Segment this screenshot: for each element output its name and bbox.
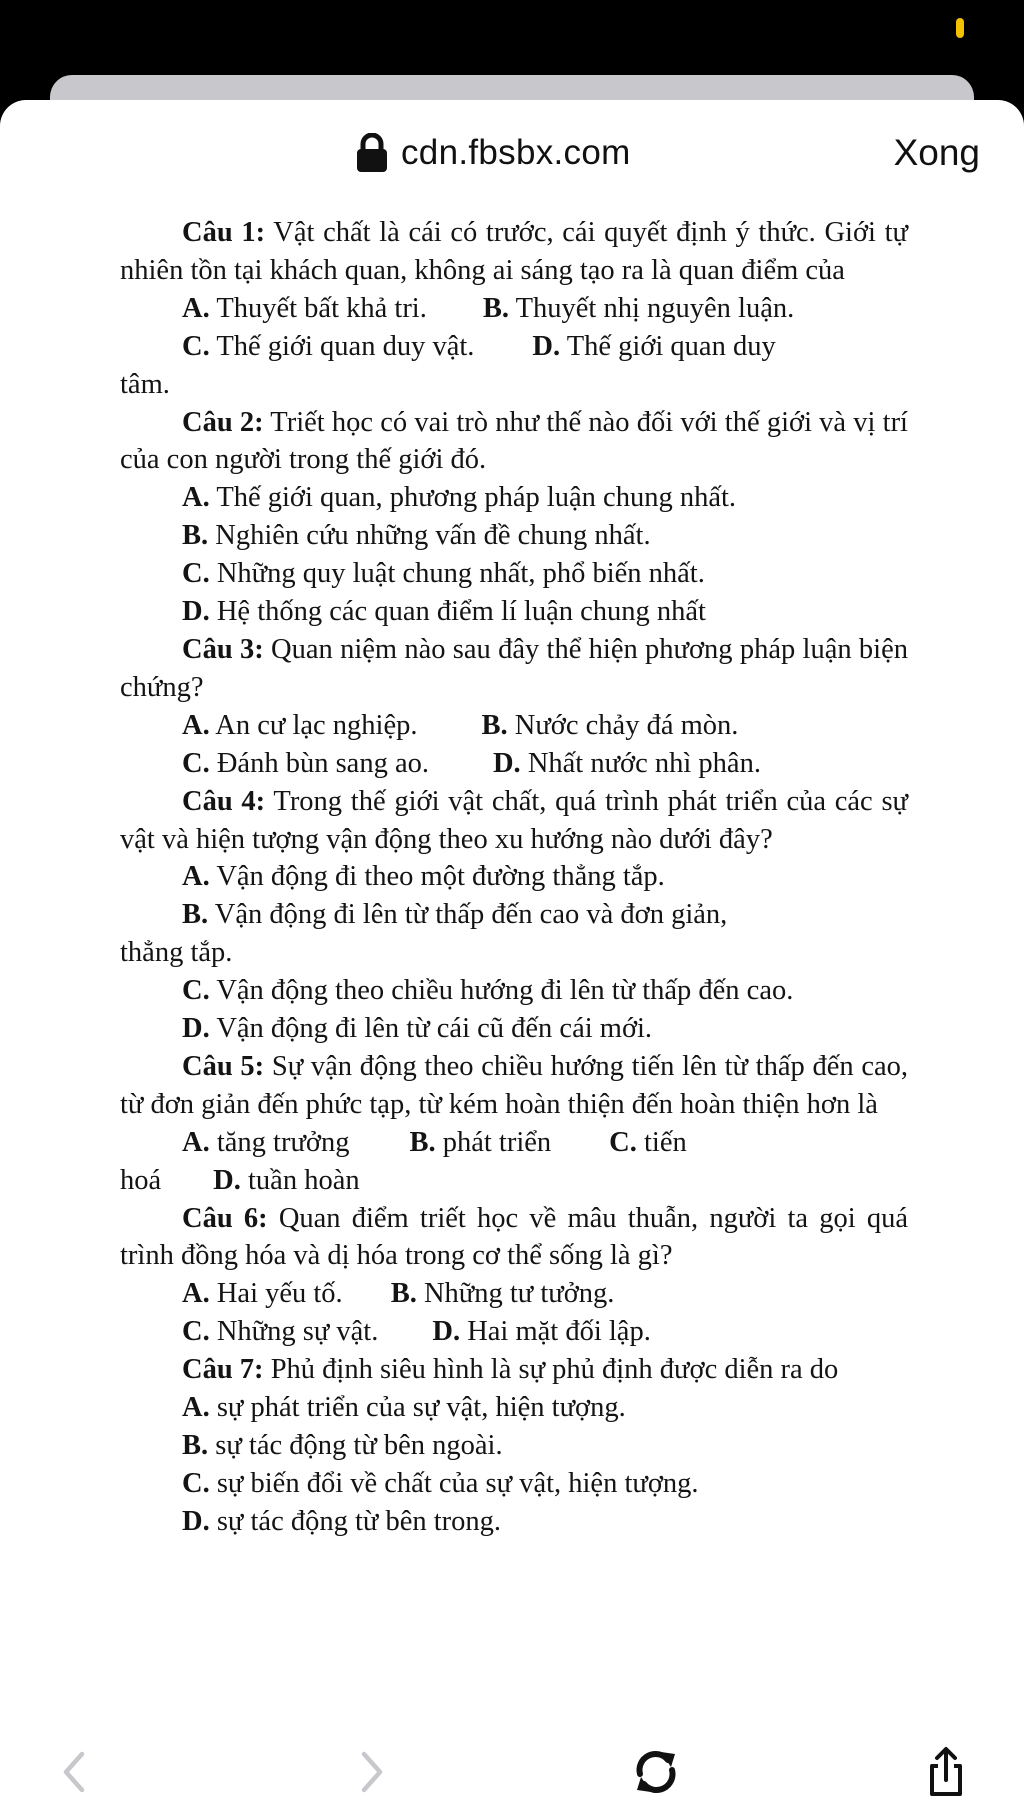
question-6-options-cd: C. Những sự vật. D. Hai mặt đối lập. — [182, 1316, 651, 1348]
question-4-option-b: B. Vận động đi lên từ thấp đến cao và đơn giản, — [182, 899, 728, 931]
question-1-options-cd: C. Thế giới quan duy vật. D. Thế giới quan duy — [182, 330, 776, 362]
question-4-option-c: C. Vận động theo chiều hướng đi lên từ thấp đến cao. — [182, 975, 794, 1007]
chevron-right-icon — [342, 1744, 398, 1800]
question-7-option-a: A. sự phát triển của sự vật, hiện tượng. — [182, 1392, 626, 1424]
question-7-option-c: C. sự biến đổi về chất của sự vật, hiện tượng. — [182, 1467, 699, 1499]
question-5-options-cd-continued: hoá D. tuần hoàn — [120, 1164, 360, 1196]
reload-button[interactable] — [628, 1744, 684, 1800]
chevron-left-icon — [48, 1744, 104, 1800]
back-button[interactable] — [48, 1744, 104, 1800]
question-4: Câu 4: Trong thế giới vật chất, quá trình phát triển của các sự vật và hiện tượng vận động theo xu hướng nào dưới đây? — [120, 785, 908, 855]
question-3-options-ab: A. An cư lạc nghiệp. B. Nước chảy đá mòn. — [182, 709, 739, 741]
lock-icon — [355, 133, 389, 173]
question-6-options-ab: A. Hai yếu tố. B. Những tư tưởng. — [182, 1278, 615, 1310]
question-2-option-b: B. Nghiên cứu những vấn đề chung nhất. — [182, 520, 651, 552]
question-1: Câu 1: Vật chất là cái có trước, cái quyết định ý thức. Giới tự nhiên tồn tại khách quan, không ai sáng tạo ra là quan điểm của — [120, 217, 908, 286]
address-display[interactable] — [355, 130, 631, 176]
question-2: Câu 2: Triết học có vai trò như thế nào đối với thế giới và vị trí của con người trong thế giới đó. — [120, 406, 908, 476]
reload-icon — [628, 1744, 684, 1800]
url-text: cdn.fbsbx.com — [401, 133, 631, 172]
question-3-options-cd: C. Đánh bùn sang ao. D. Nhất nước nhì phân. — [182, 747, 761, 779]
forward-button[interactable] — [342, 1744, 398, 1800]
question-7: Câu 7: Phủ định siêu hình là sự phủ định được diễn ra do — [182, 1354, 839, 1386]
question-4-option-d: D. Vận động đi lên từ cái cũ đến cái mới. — [182, 1013, 653, 1045]
question-5-options-abc: A. tăng trưởng B. phát triển C. tiến — [182, 1126, 687, 1158]
question-6: Câu 6: Quan điểm triết học về mâu thuẫn, người ta gọi quá trình đồng hóa và dị hóa trong cơ thể sống là gì? — [120, 1202, 908, 1272]
question-3: Câu 3: Quan niệm nào sau đây thể hiện phương pháp luận biện chứng? — [120, 633, 908, 703]
question-7-option-d: D. sự tác động từ bên trong. — [182, 1505, 502, 1537]
question-5: Câu 5: Sự vận động theo chiều hướng tiến lên từ thấp đến cao, từ đơn giản đến phức tạp, từ kém hoàn thiện đến hoàn thiện hơn là — [120, 1050, 908, 1120]
document-content — [120, 214, 908, 1541]
done-button[interactable]: Xong — [893, 132, 980, 173]
navigation-bar — [0, 100, 1024, 196]
question-2-option-d: D. Hệ thống các quan điểm lí luận chung nhất — [182, 596, 706, 628]
question-1-options-ab: A. Thuyết bất khả tri. B. Thuyết nhị nguyên luận. — [182, 292, 795, 324]
browser-sheet — [0, 100, 1024, 1820]
bottom-toolbar — [0, 1722, 1024, 1820]
question-4-option-a: A. Vận động đi theo một đường thẳng tắp. — [182, 861, 665, 893]
share-button[interactable] — [918, 1744, 974, 1800]
question-2-option-a: A. Thế giới quan, phương pháp luận chung nhất. — [182, 482, 737, 514]
question-7-option-b: B. sự tác động từ bên ngoài. — [182, 1430, 503, 1461]
status-indicator-dot — [956, 18, 964, 38]
question-4-option-b-continued: thẳng tắp. — [120, 937, 233, 969]
share-icon — [918, 1744, 974, 1800]
question-2-option-c: C. Những quy luật chung nhất, phổ biến nhất. — [182, 558, 705, 590]
question-1-option-d-continued: tâm. — [120, 368, 170, 400]
